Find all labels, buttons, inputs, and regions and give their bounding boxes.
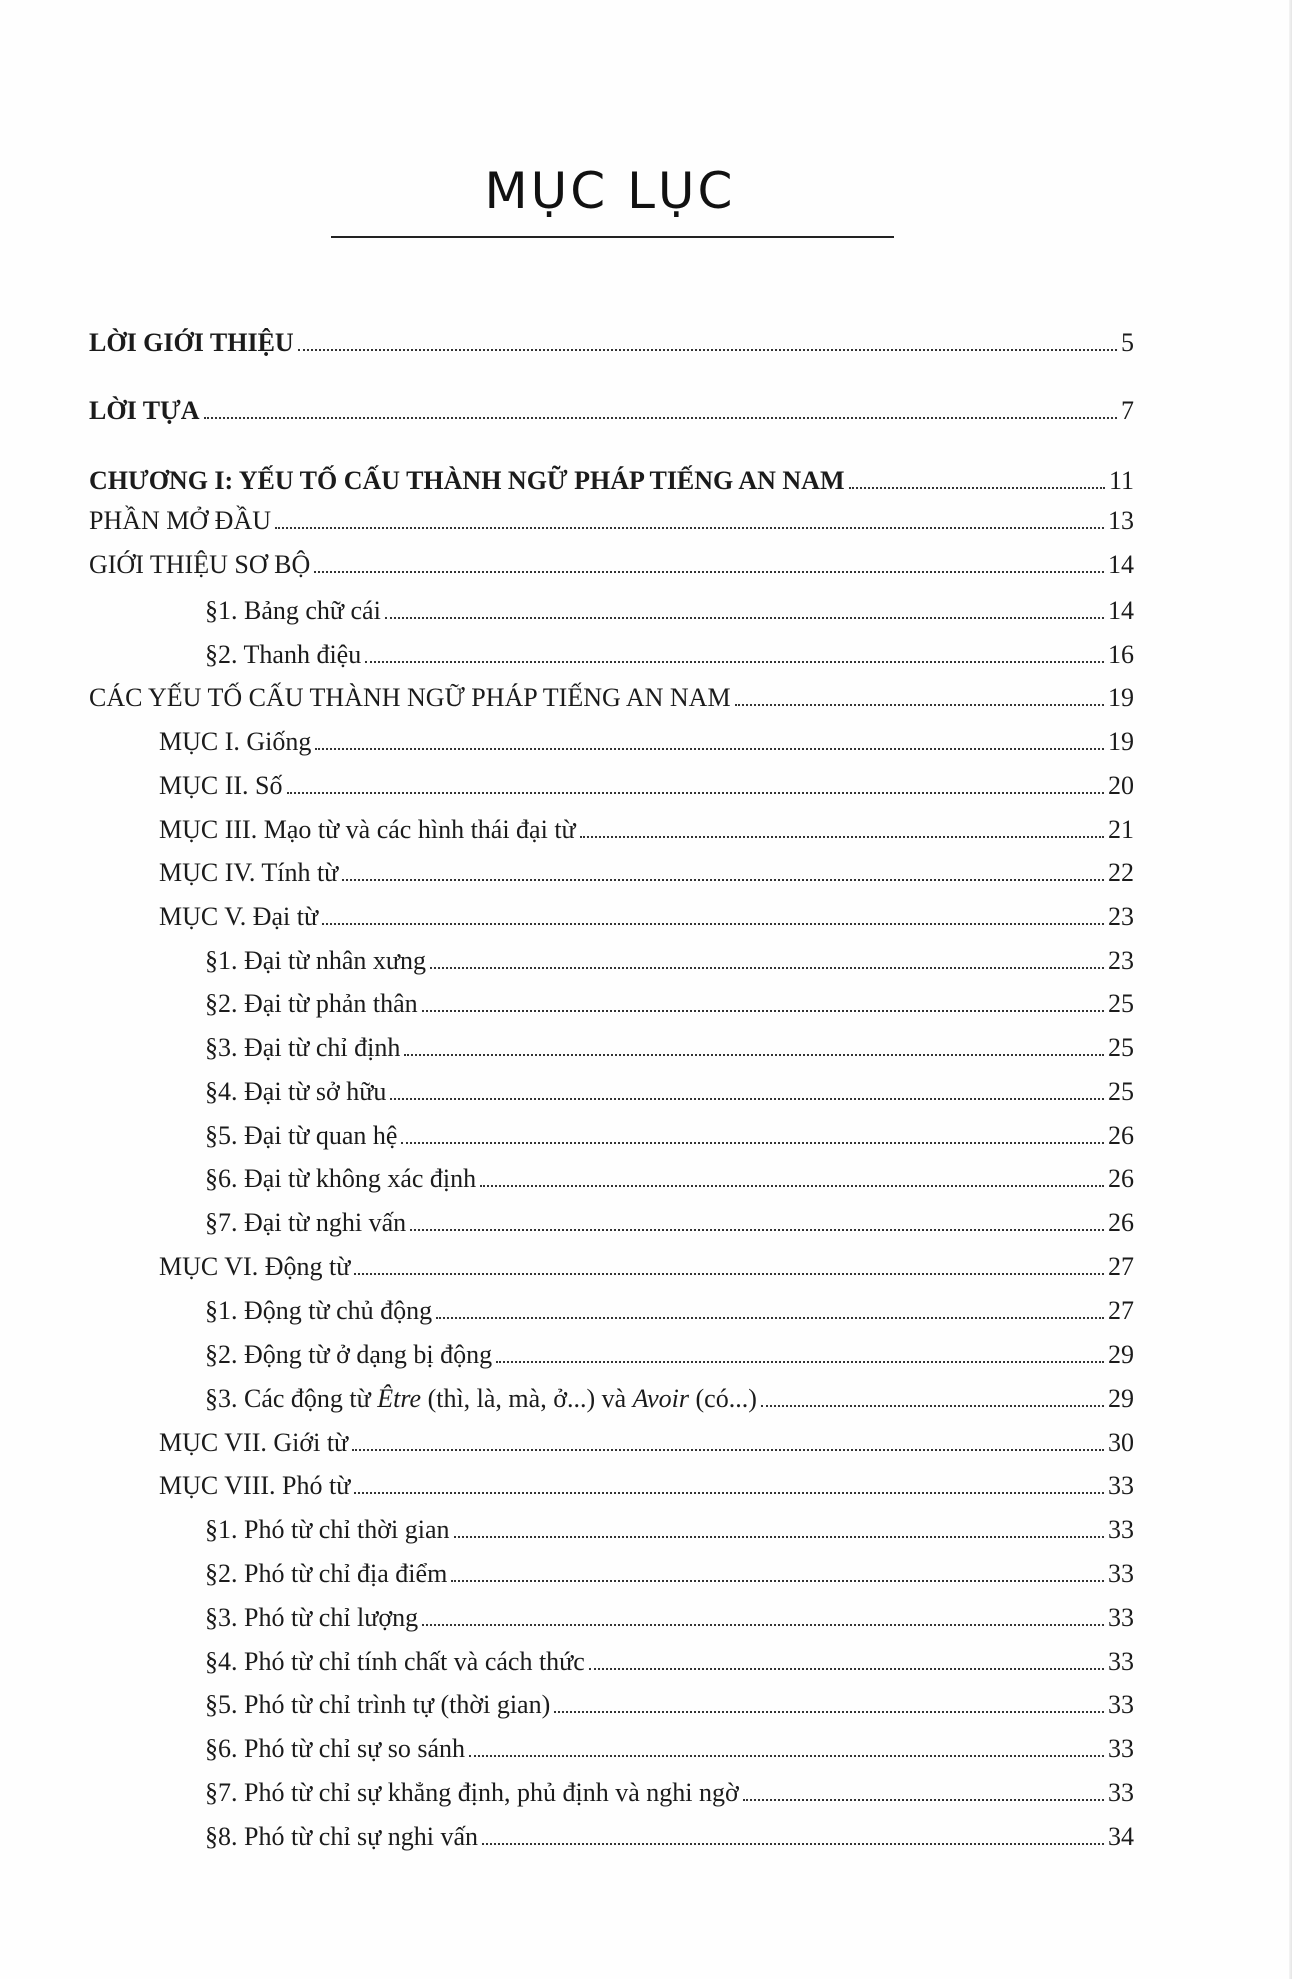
dot-leader	[422, 1624, 1104, 1626]
toc-entry-page-number: 16	[1108, 640, 1134, 669]
dot-leader	[298, 349, 1117, 351]
toc-entry	[0, 721, 1292, 757]
dot-leader	[454, 1536, 1105, 1538]
toc-entry-page-number: 14	[1108, 596, 1134, 625]
dot-leader	[354, 1492, 1104, 1494]
toc-entry-title: MỤC III. Mạo từ và các hình thái đại từ	[159, 815, 576, 844]
toc-entry	[0, 460, 1292, 496]
toc-entry-page-number: 27	[1108, 1296, 1134, 1325]
toc-entry-page-number: 33	[1108, 1471, 1134, 1500]
toc-entry-title: §2. Đại từ phản thân	[205, 989, 418, 1018]
toc-entry	[0, 1728, 1292, 1764]
toc-entry-title: LỜI GIỚI THIỆU	[89, 328, 294, 357]
dot-leader	[761, 1405, 1104, 1407]
toc-entry-page-number: 25	[1108, 989, 1134, 1018]
toc-entry-title: MỤC IV. Tính từ	[159, 858, 339, 887]
toc-entry	[0, 1422, 1292, 1458]
dot-leader	[390, 1098, 1104, 1100]
toc-entry-title: §3. Đại từ chỉ định	[205, 1033, 401, 1062]
toc-entry	[0, 1071, 1292, 1107]
toc-entry-page-number: 11	[1108, 466, 1134, 495]
dot-leader	[385, 617, 1104, 619]
dot-leader	[496, 1361, 1104, 1363]
toc-entry-page-number: 21	[1108, 815, 1134, 844]
toc-entry-title: §8. Phó từ chỉ sự nghi vấn	[205, 1822, 479, 1851]
toc-entry-page-number: 22	[1108, 858, 1134, 887]
toc-entry-title: §5. Đại từ quan hệ	[205, 1121, 398, 1150]
toc-entry	[0, 634, 1292, 670]
dot-leader	[580, 836, 1104, 838]
toc-entry-page-number: 23	[1108, 902, 1134, 931]
toc-entry	[0, 1684, 1292, 1720]
toc-entry-page-number: 7	[1121, 396, 1134, 425]
toc-entry-title: §6. Đại từ không xác định	[205, 1164, 477, 1193]
toc-entry-page-number: 20	[1108, 771, 1134, 800]
toc-entry	[0, 1465, 1292, 1501]
dot-leader	[365, 661, 1104, 663]
toc-entry-title: §7. Phó từ chỉ sự khẳng định, phủ định và nghi ngờ	[205, 1778, 739, 1807]
toc-entry-page-number: 33	[1108, 1647, 1134, 1676]
dot-leader	[849, 487, 1105, 489]
dot-leader	[410, 1229, 1104, 1231]
dot-leader	[554, 1711, 1104, 1713]
dot-leader	[401, 1142, 1104, 1144]
dot-leader	[404, 1054, 1104, 1056]
toc-entry-title: §6. Phó từ chỉ sự so sánh	[205, 1734, 466, 1763]
toc-entry-page-number: 23	[1108, 946, 1134, 975]
dot-leader	[352, 1449, 1104, 1451]
toc-entry-title: MỤC VI. Động từ	[159, 1252, 351, 1281]
toc-entry-page-number: 19	[1108, 683, 1134, 712]
toc-entry	[0, 322, 1292, 358]
toc-entry	[0, 765, 1292, 801]
toc-entry	[0, 1246, 1292, 1282]
toc-entry-title: §1. Phó từ chỉ thời gian	[205, 1515, 450, 1544]
dot-leader	[469, 1755, 1104, 1757]
toc-entry	[0, 1553, 1292, 1589]
toc-entry	[0, 590, 1292, 626]
toc-entry-title: §2. Phó từ chỉ địa điểm	[205, 1559, 448, 1588]
dot-leader	[275, 527, 1104, 529]
toc-entry	[0, 1816, 1292, 1852]
toc-entry-title: §2. Động từ ở dạng bị động	[205, 1340, 493, 1369]
toc-entry	[0, 1334, 1292, 1370]
toc-entry-page-number: 25	[1108, 1077, 1134, 1106]
toc-entry-page-number: 26	[1108, 1121, 1134, 1150]
toc-entry	[0, 983, 1292, 1019]
dot-leader	[451, 1580, 1104, 1582]
toc-entry	[0, 1027, 1292, 1063]
dot-leader	[735, 704, 1104, 706]
toc-entry	[0, 1641, 1292, 1677]
toc-entry-page-number: 29	[1108, 1340, 1134, 1369]
toc-entry-title: §3. Các động từ Être (thì, là, mà, ở...) và Avoir (có...)	[205, 1384, 757, 1413]
toc-entry	[0, 500, 1292, 536]
toc-entry-title: PHẦN MỞ ĐẦU	[89, 506, 272, 535]
dot-leader	[322, 923, 1104, 925]
toc-entry-title: §4. Đại từ sở hữu	[205, 1077, 387, 1106]
dot-leader	[743, 1799, 1104, 1801]
toc-entry-title: §7. Đại từ nghi vấn	[205, 1208, 407, 1237]
dot-leader	[430, 967, 1104, 969]
toc-entry-title: §1. Động từ chủ động	[205, 1296, 433, 1325]
dot-leader	[342, 879, 1104, 881]
toc-entry-title: MỤC I. Giống	[159, 727, 312, 756]
toc-entry	[0, 1509, 1292, 1545]
toc-entry-page-number: 33	[1108, 1515, 1134, 1544]
toc-entry-title: §3. Phó từ chỉ lượng	[205, 1603, 419, 1632]
toc-entry-title: §1. Bảng chữ cái	[205, 596, 381, 625]
dot-leader	[436, 1317, 1104, 1319]
toc-entry-title: CÁC YẾU TỐ CẤU THÀNH NGỮ PHÁP TIẾNG AN NAM	[89, 683, 731, 712]
dot-leader	[354, 1273, 1104, 1275]
toc-entry	[0, 1202, 1292, 1238]
toc-entry-page-number: 33	[1108, 1778, 1134, 1807]
dot-leader	[482, 1843, 1104, 1845]
toc-entry	[0, 809, 1292, 845]
dot-leader	[480, 1185, 1104, 1187]
dot-leader	[422, 1010, 1104, 1012]
toc-entry-title: MỤC VIII. Phó từ	[159, 1471, 351, 1500]
dot-leader	[589, 1668, 1104, 1670]
toc-entry-page-number: 33	[1108, 1690, 1134, 1719]
dot-leader	[287, 792, 1104, 794]
toc-entry-title: §2. Thanh điệu	[205, 640, 362, 669]
toc-entry-page-number: 29	[1108, 1384, 1134, 1413]
toc-entry-page-number: 19	[1108, 727, 1134, 756]
toc-entry-title: MỤC VII. Giới từ	[159, 1428, 349, 1457]
toc-entry-title: CHƯƠNG I: YẾU TỐ CẤU THÀNH NGỮ PHÁP TIẾNG AN NAM	[89, 466, 845, 495]
toc-entry-title: GIỚI THIỆU SƠ BỘ	[89, 550, 311, 579]
toc-entry	[0, 1158, 1292, 1194]
toc-entry-page-number: 13	[1108, 506, 1134, 535]
toc-entry-page-number: 33	[1108, 1603, 1134, 1632]
toc-entry	[0, 544, 1292, 580]
toc-entry	[0, 1378, 1292, 1414]
toc-entry	[0, 1597, 1292, 1633]
toc-entry-title: §1. Đại từ nhân xưng	[205, 946, 426, 975]
toc-entry	[0, 1772, 1292, 1808]
toc-entry-title: §5. Phó từ chỉ trình tự (thời gian)	[205, 1690, 551, 1719]
toc-entry-page-number: 26	[1108, 1164, 1134, 1193]
toc-entry-title: MỤC V. Đại từ	[159, 902, 319, 931]
toc-entry-page-number: 33	[1108, 1734, 1134, 1763]
toc-entry	[0, 390, 1292, 426]
toc-entry	[0, 677, 1292, 713]
toc-entry	[0, 1290, 1292, 1326]
toc-entry-page-number: 5	[1121, 328, 1134, 357]
toc-entry-page-number: 30	[1108, 1428, 1134, 1457]
page-title: MỤC LỤC	[484, 162, 736, 220]
toc-entry-title: MỤC II. Số	[159, 771, 283, 800]
dot-leader	[204, 417, 1117, 419]
toc-entry	[0, 1115, 1292, 1151]
dot-leader	[314, 571, 1104, 573]
toc-entry-page-number: 26	[1108, 1208, 1134, 1237]
toc-entry-title: §4. Phó từ chỉ tính chất và cách thức	[205, 1647, 585, 1676]
toc-entry-title: LỜI TỰA	[89, 396, 200, 425]
toc-entry	[0, 852, 1292, 888]
toc-entry-page-number: 25	[1108, 1033, 1134, 1062]
toc-entry-page-number: 14	[1108, 550, 1134, 579]
toc-entry-page-number: 33	[1108, 1559, 1134, 1588]
toc-entry	[0, 940, 1292, 976]
toc-entry-page-number: 27	[1108, 1252, 1134, 1281]
toc-entry	[0, 896, 1292, 932]
toc-entry-page-number: 34	[1108, 1822, 1134, 1851]
dot-leader	[315, 748, 1104, 750]
